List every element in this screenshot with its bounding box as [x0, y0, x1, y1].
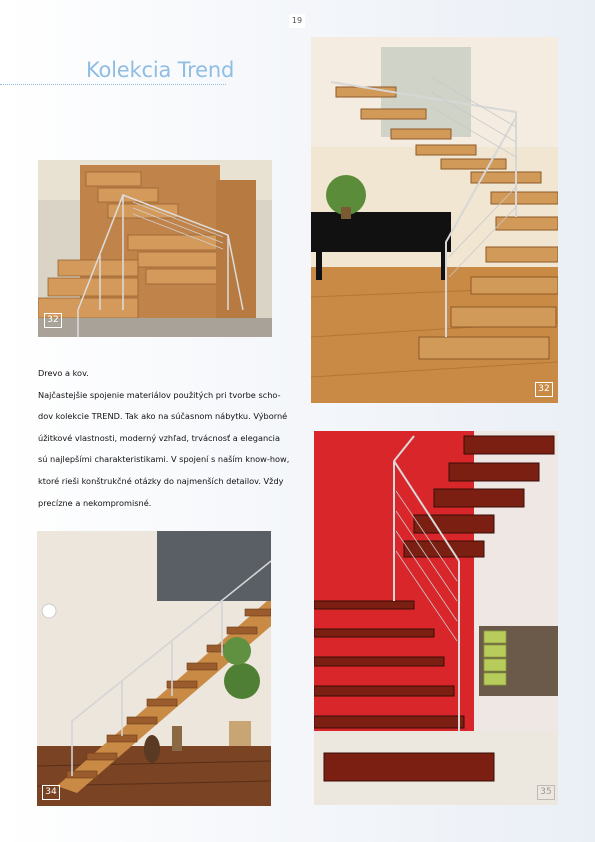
photo-straight-staircase-plant: [37, 531, 271, 806]
page-title: Kolekcia Trend: [86, 58, 235, 82]
title-underline: [0, 84, 226, 85]
page-number: 19: [289, 14, 305, 28]
photo-floating-staircase-piano: [311, 37, 558, 403]
description-line: sú najlepšími charakteristikami. V spojení s naším know-how,: [38, 454, 290, 465]
description-line: úžitkové vlastnosti, moderný vzhľad, trvácnosť a elegancia: [38, 432, 280, 443]
photo-number-badge: 32: [535, 382, 553, 397]
description-line: dov kolekcie TREND. Tak ako na súčasnom nábytku. Výborné: [38, 411, 288, 422]
description-text: [38, 363, 290, 514]
photo-number-badge: 32: [44, 313, 62, 328]
description-line: precízne a nekompromisné.: [38, 497, 152, 508]
description-line: Najčastejšie spojenie materiálov použitých pri tvorbe scho-: [38, 389, 281, 400]
photo-red-wall-staircase: [314, 431, 558, 805]
photo-staircase-top-view: [38, 160, 272, 337]
description-heading: Drevo a kov.: [38, 368, 89, 378]
photo-number-badge: 35: [537, 785, 555, 800]
description-line: ktoré rieši konštrukčné otázky do najmenších detailov. Vždy: [38, 475, 284, 486]
photo-number-badge: 34: [42, 785, 60, 800]
